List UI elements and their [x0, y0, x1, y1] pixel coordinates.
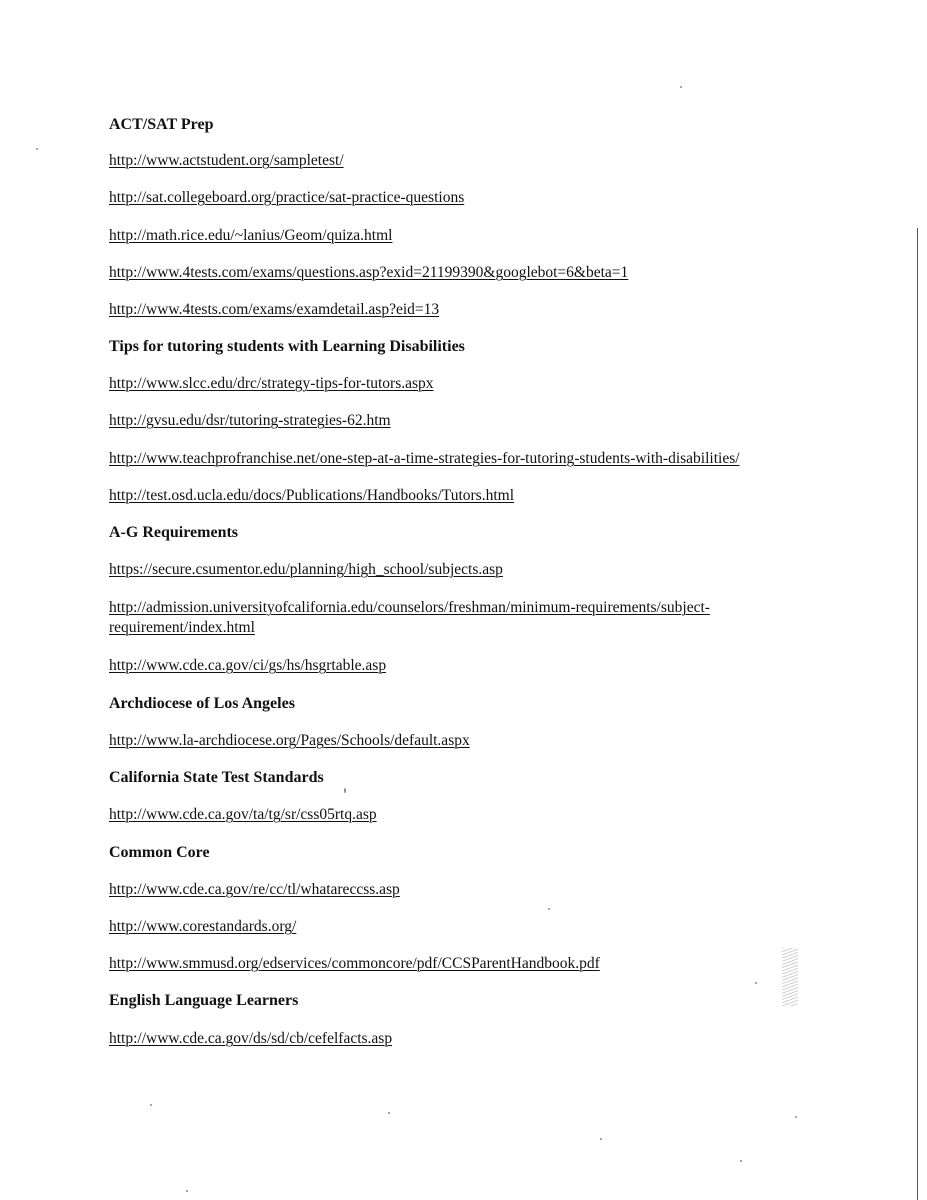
- link-4tests-questions[interactable]: http://www.4tests.com/exams/questions.asp?exid=21199390&googlebot=6&beta=1: [109, 264, 629, 281]
- link-rice-geom-quiza[interactable]: http://math.rice.edu/~lanius/Geom/quiza.html: [109, 227, 393, 244]
- scan-speck: [548, 908, 550, 910]
- link-cde-cefelfacts[interactable]: http://www.cde.ca.gov/ds/sd/cb/cefelfacts.asp: [109, 1030, 393, 1047]
- scan-speck: [795, 1116, 797, 1118]
- scan-speck: [755, 982, 757, 984]
- link-cde-whatareccss[interactable]: http://www.cde.ca.gov/re/cc/tl/whatareccss.asp: [109, 881, 400, 898]
- link-cde-css05rtq[interactable]: http://www.cde.ca.gov/ta/tg/sr/css05rtq.asp: [109, 806, 377, 823]
- link-slcc-strategy-tips[interactable]: http://www.slcc.edu/drc/strategy-tips-for-tutors.aspx: [109, 375, 434, 392]
- section-heading-tutoring-tips: Tips for tutoring students with Learning Disabilities: [109, 338, 465, 355]
- link-collegeboard-practice[interactable]: http://sat.collegeboard.org/practice/sat-practice-questions: [109, 189, 465, 206]
- link-smmusd-parent-handbook[interactable]: http://www.smmusd.org/edservices/commoncore/pdf/CCSParentHandbook.pdf: [109, 955, 600, 972]
- section-heading-common-core: Common Core: [109, 844, 210, 861]
- scan-speck: [600, 1138, 602, 1140]
- scan-speck: [186, 1190, 188, 1192]
- scan-speck: [344, 788, 346, 793]
- link-csumentor-subjects[interactable]: https://secure.csumentor.edu/planning/high_school/subjects.asp: [109, 561, 503, 578]
- link-corestandards[interactable]: http://www.corestandards.org/: [109, 918, 297, 935]
- link-gvsu-tutoring-strategies[interactable]: http://gvsu.edu/dsr/tutoring-strategies-62.htm: [109, 412, 391, 429]
- section-heading-a-g-requirements: A-G Requirements: [109, 524, 239, 541]
- scan-speck: [150, 1104, 152, 1106]
- section-heading-act-sat-prep: ACT/SAT Prep: [109, 116, 214, 133]
- scan-speck: [740, 1160, 742, 1162]
- scan-speck: [388, 1112, 390, 1114]
- link-cde-hsgrtable[interactable]: http://www.cde.ca.gov/ci/gs/hs/hsgrtable.asp: [109, 657, 387, 674]
- scan-speck: [36, 148, 38, 150]
- link-uc-subject-requirement[interactable]: http://admission.universityofcalifornia.edu/counselors/freshman/minimum-requirements/subject-requirement/index.html: [109, 599, 710, 636]
- link-ucla-tutors-handbook[interactable]: http://test.osd.ucla.edu/docs/Publications/Handbooks/Tutors.html: [109, 487, 515, 504]
- link-teachprofranchise[interactable]: http://www.teachprofranchise.net/one-step-at-a-time-strategies-for-tutoring-students-with-disabilities/: [109, 450, 740, 467]
- link-4tests-examdetail[interactable]: http://www.4tests.com/exams/examdetail.asp?eid=13: [109, 301, 440, 318]
- section-heading-english-learners: English Language Learners: [109, 992, 299, 1009]
- section-heading-archdiocese: Archdiocese of Los Angeles: [109, 695, 295, 712]
- link-actstudent-sampletest[interactable]: http://www.actstudent.org/sampletest/: [109, 152, 344, 169]
- scan-speck: [680, 86, 682, 88]
- scan-smudge: [782, 948, 798, 1006]
- section-heading-state-test-standards: California State Test Standards: [109, 769, 324, 786]
- link-la-archdiocese-schools[interactable]: http://www.la-archdiocese.org/Pages/Schools/default.aspx: [109, 732, 470, 749]
- scan-edge-line: [917, 228, 918, 1200]
